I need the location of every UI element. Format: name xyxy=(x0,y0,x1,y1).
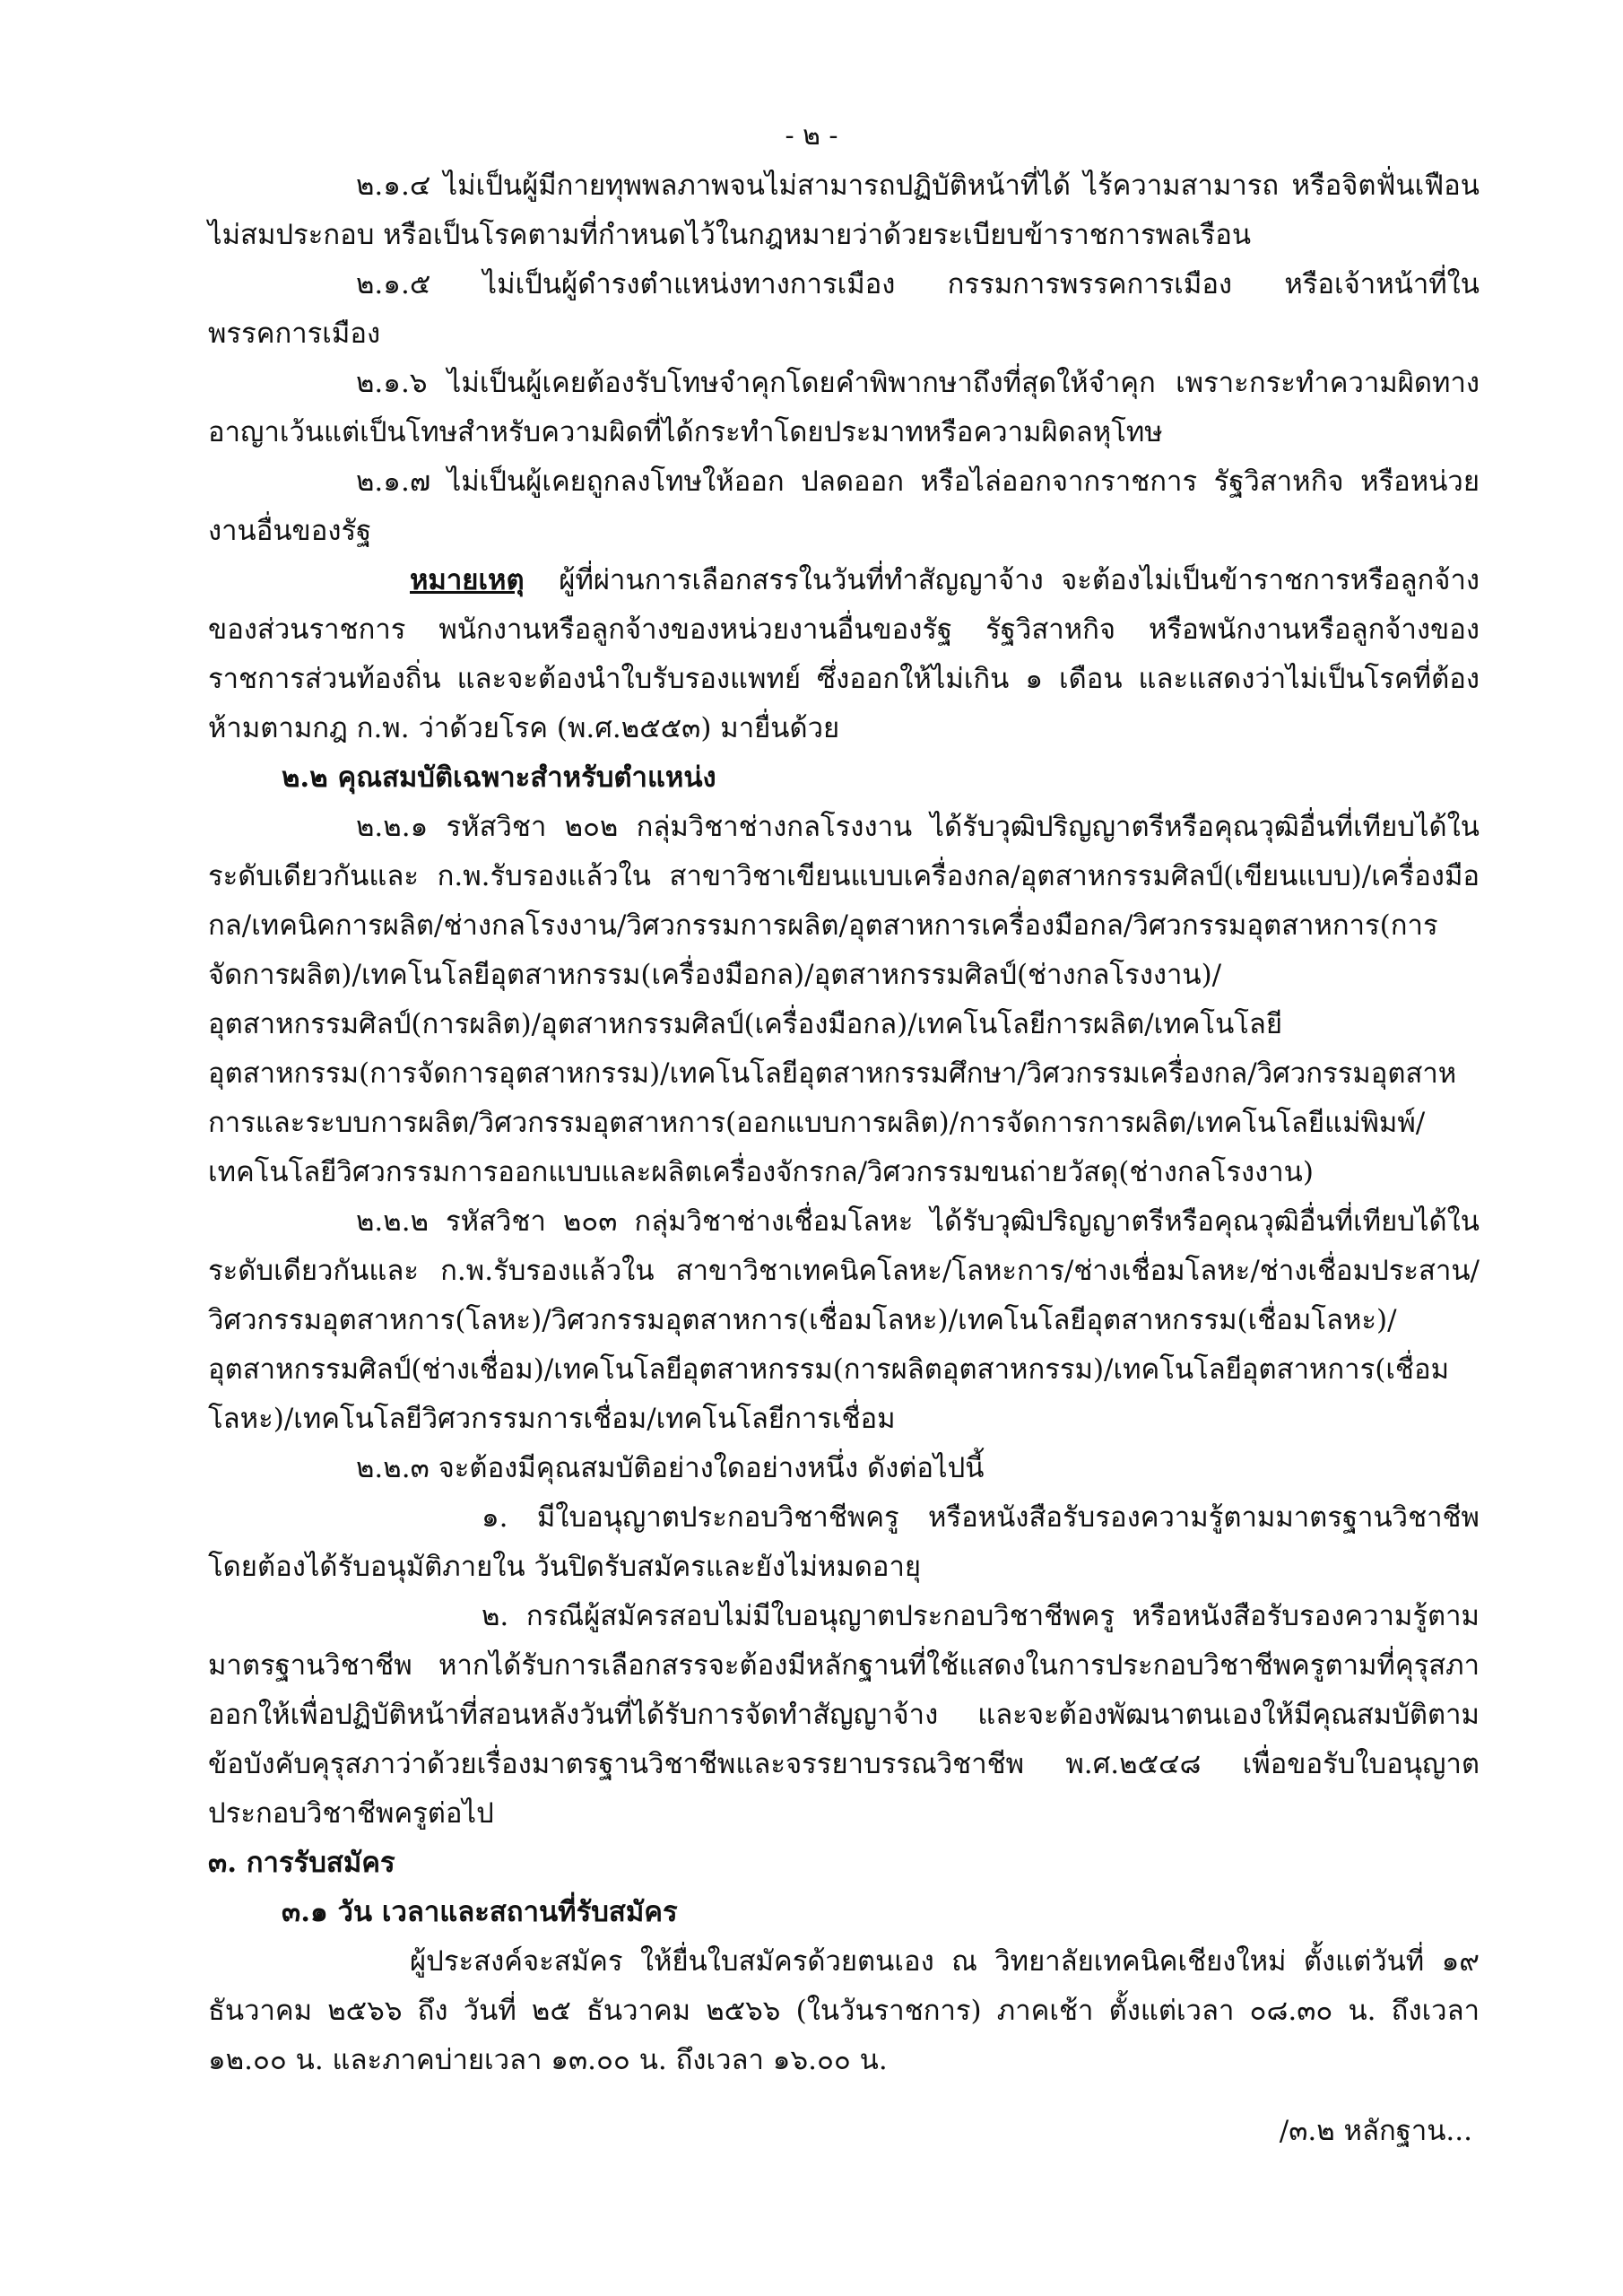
list-item-1: ๑. มีใบอนุญาตประกอบวิชาชีพครู หรือหนังสือรับรองความรู้ตามมาตรฐานวิชาชีพ โดยต้องได้รับอนุมัติภายใน วันปิดรับสมัครและยังไม่หมดอายุ xyxy=(208,1501,1480,1583)
paragraph-2-2-3: ๒.๒.๓ จะต้องมีคุณสมบัติอย่างใดอย่างหนึ่ง ดังต่อไปนี้ xyxy=(356,1452,985,1484)
paragraph-3-1: ผู้ประสงค์จะสมัคร ให้ยื่นใบสมัครด้วยตนเอง ณ วิทยาลัยเทคนิคเชียงใหม่ ตั้งแต่วันที่ ๑๙ ธันวาคม ๒๕๖๖ ถึง วันที่ ๒๕ ธันวาคม ๒๕๖๖ (ในวันราชการ) ภาคเช้า ตั้งแต่เวลา ๐๘.๓๐ น. ถึงเวลา ๑๒.๐๐ น. และภาคบ่ายเวลา ๑๓.๐๐ น. ถึงเวลา ๑๖.๐๐ น. xyxy=(208,1945,1480,2076)
page-number: - ๒ - xyxy=(785,120,838,152)
note-paragraph xyxy=(208,556,1480,753)
paragraph-2-2-1: ๒.๒.๑ รหัสวิชา ๒๐๒ กลุ่มวิชาช่างกลโรงงาน ได้รับวุฒิปริญญาตรีหรือคุณวุฒิอื่นที่เทียบได้ในระดับเดียวกันและ ก.พ.รับรองแล้วใน สาขาวิชาเขียนแบบเครื่องกล/อุตสาหกรรมศิลป์(เขียนแบบ)/เครื่องมือกล/เทคนิคการผลิต/ช่างกลโรงงาน/วิศวกรรมการผลิต/อุตสาหการเครื่องมือกล/วิศวกรรมอุตสาหการ(การจัดการผลิต)/เทคโนโลยีอุตสาหกรรม(เครื่องมือกล)/อุตสาหกรรมศิลป์(ช่างกลโรงงาน)/อุตสาหกรรมศิลป์(การผลิต)/อุตสาหกรรมศิลป์(เครื่องมือกล)/เทคโนโลยีการผลิต/เทคโนโลยีอุตสาหกรรม(การจัดการอุตสาหกรรม)/เทคโนโลยีอุตสาหกรรมศึกษา/วิศวกรรมเครื่องกล/วิศวกรรมอุตสาหการและระบบการผลิต/วิศวกรรมอุตสาหการ(ออกแบบการผลิต)/การจัดการการผลิต/เทคโนโลยีแม่พิมพ์/เทคโนโลยีวิศวกรรมการออกแบบและผลิตเครื่องจักรกล/วิศวกรรมขนถ่ายวัสดุ(ช่างกลโรงงาน) xyxy=(208,811,1480,1188)
continuation-footer: /๓.๒ หลักฐาน... xyxy=(1279,2115,1472,2147)
paragraph-2-1-7: ๒.๑.๗ ไม่เป็นผู้เคยถูกลงโทษให้ออก ปลดออก หรือไล่ออกจากราชการ รัฐวิสาหกิจ หรือหน่วยงานอื่นของรัฐ xyxy=(208,465,1480,547)
paragraph-2-1-4: ๒.๑.๔ ไม่เป็นผู้มีกายทุพพลภาพจนไม่สามารถปฏิบัติหน้าที่ได้ ไร้ความสามารถ หรือจิตฟั่นเฟือนไม่สมประกอบ หรือเป็นโรคตามที่กำหนดไว้ในกฎหมายว่าด้วยระเบียบข้าราชการพลเรือน xyxy=(208,170,1480,251)
heading-3: ๓. การรับสมัคร xyxy=(208,1847,395,1879)
list-item-2: ๒. กรณีผู้สมัครสอบไม่มีใบอนุญาตประกอบวิชาชีพครู หรือหนังสือรับรองความรู้ตามมาตรฐานวิชาชีพ หากได้รับการเลือกสรรจะต้องมีหลักฐานที่ใช้แสดงในการประกอบวิชาชีพครูตามที่คุรุสภาออกให้เพื่อปฏิบัติหน้าที่สอนหลังวันที่ได้รับการจัดทำสัญญาจ้าง และจะต้องพัฒนาตนเองให้มีคุณสมบัติตามข้อบังคับคุรุสภาว่าด้วยเรื่องมาตรฐานวิชาชีพและจรรยาบรรณวิชาชีพ พ.ศ.๒๕๔๘ เพื่อขอรับใบอนุญาตประกอบวิชาชีพครูต่อไป xyxy=(208,1600,1480,1830)
paragraph-2-1-5: ๒.๑.๕ ไม่เป็นผู้ดำรงตำแหน่งทางการเมือง กรรมการพรรคการเมือง หรือเจ้าหน้าที่ในพรรคการเมือง xyxy=(208,268,1480,350)
heading-2-2: ๒.๒ คุณสมบัติเฉพาะสำหรับตำแหน่ง xyxy=(282,761,716,794)
note-text: ผู้ที่ผ่านการเลือกสรรในวันที่ทำสัญญาจ้าง จะต้องไม่เป็นข้าราชการหรือลูกจ้างของส่วนราชการ พนักงานหรือลูกจ้างของหน่วยงานอื่นของรัฐ รัฐวิสาหกิจ หรือพนักงานหรือลูกจ้างของราชการส่วนท้องถิ่น และจะต้องนำใบรับรองแพทย์ ซึ่งออกให้ไม่เกิน ๑ เดือน และแสดงว่าไม่เป็นโรคที่ต้องห้ามตามกฎ ก.พ. ว่าด้วยโรค (พ.ศ.๒๕๕๓) มายื่นด้วย xyxy=(208,564,1480,744)
paragraph-2-1-6: ๒.๑.๖ ไม่เป็นผู้เคยต้องรับโทษจำคุกโดยคำพิพากษาถึงที่สุดให้จำคุก เพราะกระทำความผิดทางอาญาเว้นแต่เป็นโทษสำหรับความผิดที่ได้กระทำโดยประมาทหรือความผิดลหุโทษ xyxy=(208,367,1480,448)
document-body xyxy=(208,161,1480,2085)
note-label: หมายเหตุ xyxy=(410,564,525,596)
heading-3-1: ๓.๑ วัน เวลาและสถานที่รับสมัคร xyxy=(282,1896,678,1928)
paragraph-2-2-2: ๒.๒.๒ รหัสวิชา ๒๐๓ กลุ่มวิชาช่างเชื่อมโลหะ ได้รับวุฒิปริญญาตรีหรือคุณวุฒิอื่นที่เทียบได้ในระดับเดียวกันและ ก.พ.รับรองแล้วใน สาขาวิชาเทคนิคโลหะ/โลหะการ/ช่างเชื่อมโลหะ/ช่างเชื่อมประสาน/วิศวกรรมอุตสาหการ(โลหะ)/วิศวกรรมอุตสาหการ(เชื่อมโลหะ)/เทคโนโลยีอุตสาหกรรม(เชื่อมโลหะ)/อุตสาหกรรมศิลป์(ช่างเชื่อม)/เทคโนโลยีอุตสาหกรรม(การผลิตอุตสาหกรรม)/เทคโนโลยีอุตสาหการ(เชื่อมโลหะ)/เทคโนโลยีวิศวกรรมการเชื่อม/เทคโนโลยีการเชื่อม xyxy=(208,1205,1480,1435)
